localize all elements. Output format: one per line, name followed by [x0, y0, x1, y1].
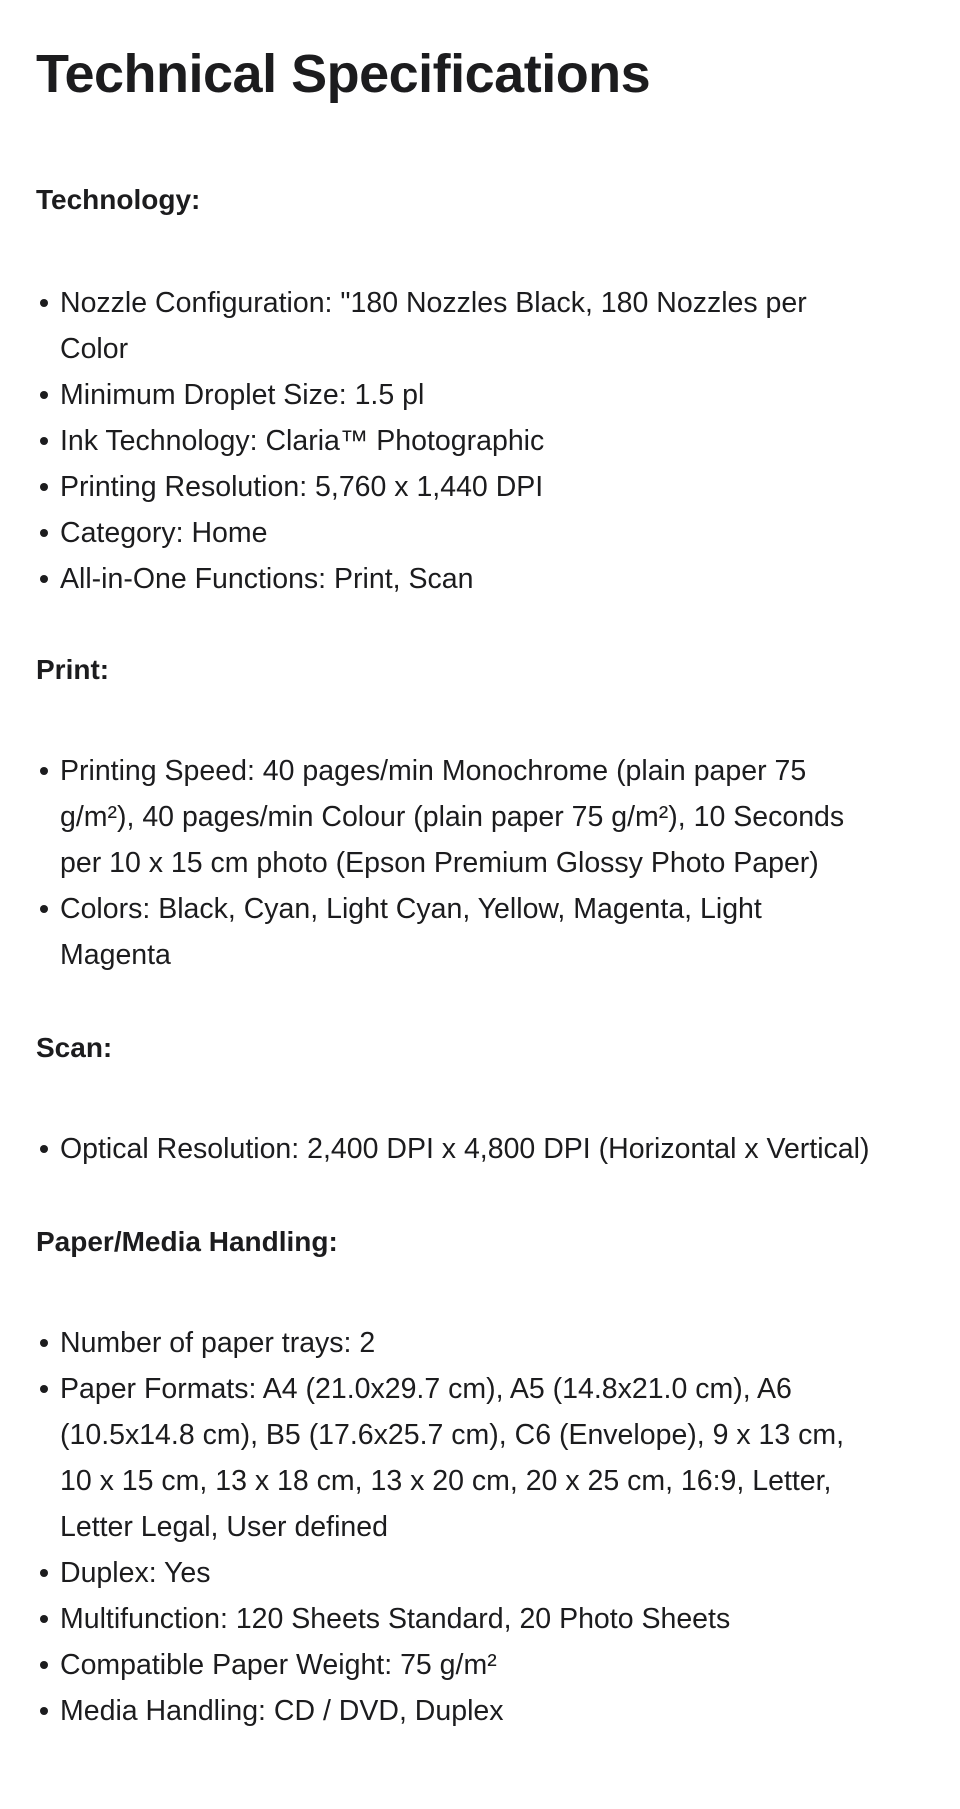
list-item	[60, 464, 924, 510]
list-item	[60, 1366, 924, 1550]
list-item	[60, 418, 924, 464]
list-item	[60, 1550, 924, 1596]
spec-list	[36, 1126, 924, 1172]
list-item	[60, 556, 924, 602]
spec-text: Paper Formats: A4 (21.0x29.7 cm), A5 (14.8x21.0 cm), A6 (10.5x14.8 cm), B5 (17.6x25.7 cm), C6 (Envelope), 9 x 13 cm, 10 x 15 cm, 13 x 18 cm, 13 x 20 cm, 20 x 25 cm, 16:9, Letter, Letter Legal, User defined	[60, 1373, 845, 1543]
section-heading: Scan:	[36, 1032, 113, 1063]
list-item	[60, 1596, 924, 1642]
list-item	[60, 1320, 924, 1366]
section-heading: Technology:	[36, 184, 201, 215]
section-heading: Paper/Media Handling:	[36, 1226, 338, 1257]
spec-text: Colors: Black, Cyan, Light Cyan, Yellow, Magenta, Light Magenta	[60, 893, 762, 971]
spec-text: Minimum Droplet Size: 1.5 pl	[60, 379, 425, 411]
spec-text: Number of paper trays: 2	[60, 1327, 376, 1359]
section-heading: Print:	[36, 654, 110, 685]
spec-text: Printing Speed: 40 pages/min Monochrome (plain paper 75 g/m²), 40 pages/min Colour (plain paper 75 g/m²), 10 Seconds per 10 x 15 cm photo (Epson Premium Glossy Photo Paper)	[60, 755, 845, 879]
spec-text: Ink Technology: Claria™ Photographic	[60, 425, 545, 457]
list-item	[60, 1126, 924, 1172]
list-item	[60, 280, 924, 372]
spec-text: All-in-One Functions: Print, Scan	[60, 563, 474, 595]
spec-text: Nozzle Configuration: "180 Nozzles Black, 180 Nozzles per Color	[60, 287, 807, 365]
list-item	[60, 510, 924, 556]
spec-text: Duplex: Yes	[60, 1557, 211, 1589]
spec-list	[36, 280, 924, 602]
section-technology	[36, 180, 924, 602]
spec-list	[36, 1320, 924, 1734]
spec-text: Media Handling: CD / DVD, Duplex	[60, 1695, 504, 1727]
spec-text: Multifunction: 120 Sheets Standard, 20 Photo Sheets	[60, 1603, 731, 1635]
list-item	[60, 1642, 924, 1688]
section-print	[36, 650, 924, 978]
spec-text: Optical Resolution: 2,400 DPI x 4,800 DPI (Horizontal x Vertical)	[60, 1133, 870, 1165]
section-paper-media-handling	[36, 1222, 924, 1734]
list-item	[60, 748, 924, 886]
list-item	[60, 886, 924, 978]
page-title: Technical Specifications	[36, 44, 651, 104]
spec-text: Category: Home	[60, 517, 268, 549]
list-item	[60, 372, 924, 418]
spec-text: Printing Resolution: 5,760 x 1,440 DPI	[60, 471, 544, 503]
spec-list	[36, 748, 924, 978]
list-item	[60, 1688, 924, 1734]
section-scan	[36, 1028, 924, 1172]
spec-text: Compatible Paper Weight: 75 g/m²	[60, 1649, 497, 1681]
